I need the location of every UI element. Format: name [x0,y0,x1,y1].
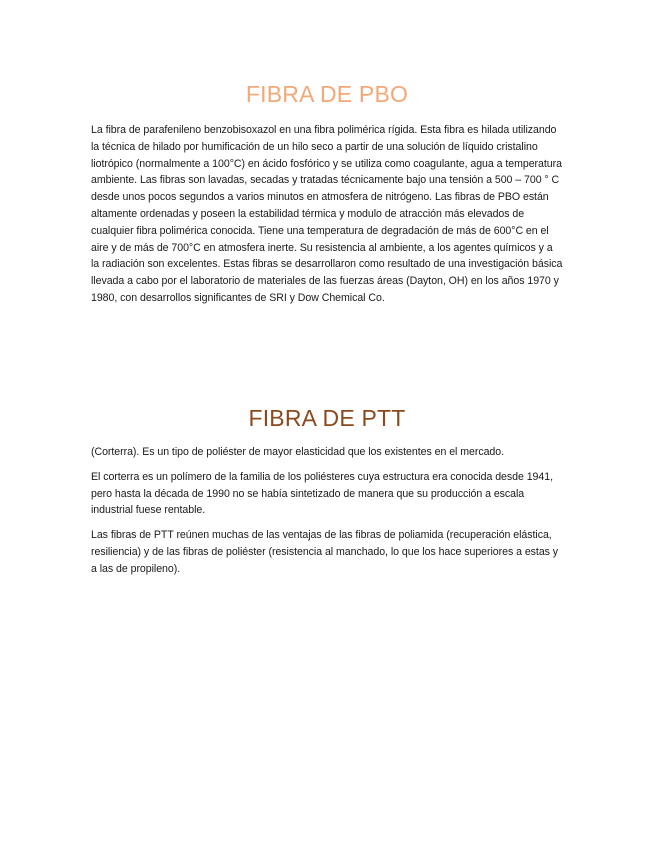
section-pbo [91,78,563,307]
section-ptt [91,402,563,578]
paragraph-ptt-intro: (Corterra). Es un tipo de poliéster de mayor elasticidad que los existentes en el mercado. [91,446,504,458]
heading-ptt: FIBRA DE PTT [248,405,406,431]
paragraph-ptt-advantages: Las fibras de PTT reúnen muchas de las ventajas de las fibras de poliamida (recuperación elástica, resiliencia) y de las fibras de poliéster (resistencia al manchado, lo que los hace superiores a estas y a las de propileno). [91,529,559,575]
heading-pbo: FIBRA DE PBO [245,81,409,107]
paragraph-pbo: La fibra de parafenileno benzobisoxazol en una fibra polimérica rígida. Esta fibra es hilada utilizando la técnica de hilado por humificación de un hilo seco a partir de una solución de líquido cristalino liotrópico (normalmente a 100°C) en ácido fosfórico y se utiliza como coagulante, agua a temperatura ambiente. Las fibras son lavadas, secadas y tratadas técnicamente bajo una tensión a 500 – 700 ° C desde unos pocos segundos a varios minutos en atmosfera de nitrógeno. Las fibras de PBO están altamente ordenadas y poseen la estabilidad térmica y modulo de atracción más elevados de cualquier fibra polimérica conocida. Tiene una temperatura de degradación de más de 600°C en el aire y de más de 700°C en atmosfera inerte. Su resistencia al ambiente, a los agentes químicos y a la radiación son excelentes. Estas fibras se desarrollaron como resultado de una investigación básica llevada a cabo por el laboratorio de materiales de las fuerzas áreas (Dayton, OH) en los años 1970 y 1980, con desarrollos significantes de SRI y Dow Chemical Co. [91,124,563,304]
paragraph-ptt-corterra: El corterra es un polímero de la familia de los poliésteres cuya estructura era conocida desde 1941, pero hasta la década de 1990 no se había sintetizado de manera que su producción a escala industrial fuese rentable. [91,470,553,517]
